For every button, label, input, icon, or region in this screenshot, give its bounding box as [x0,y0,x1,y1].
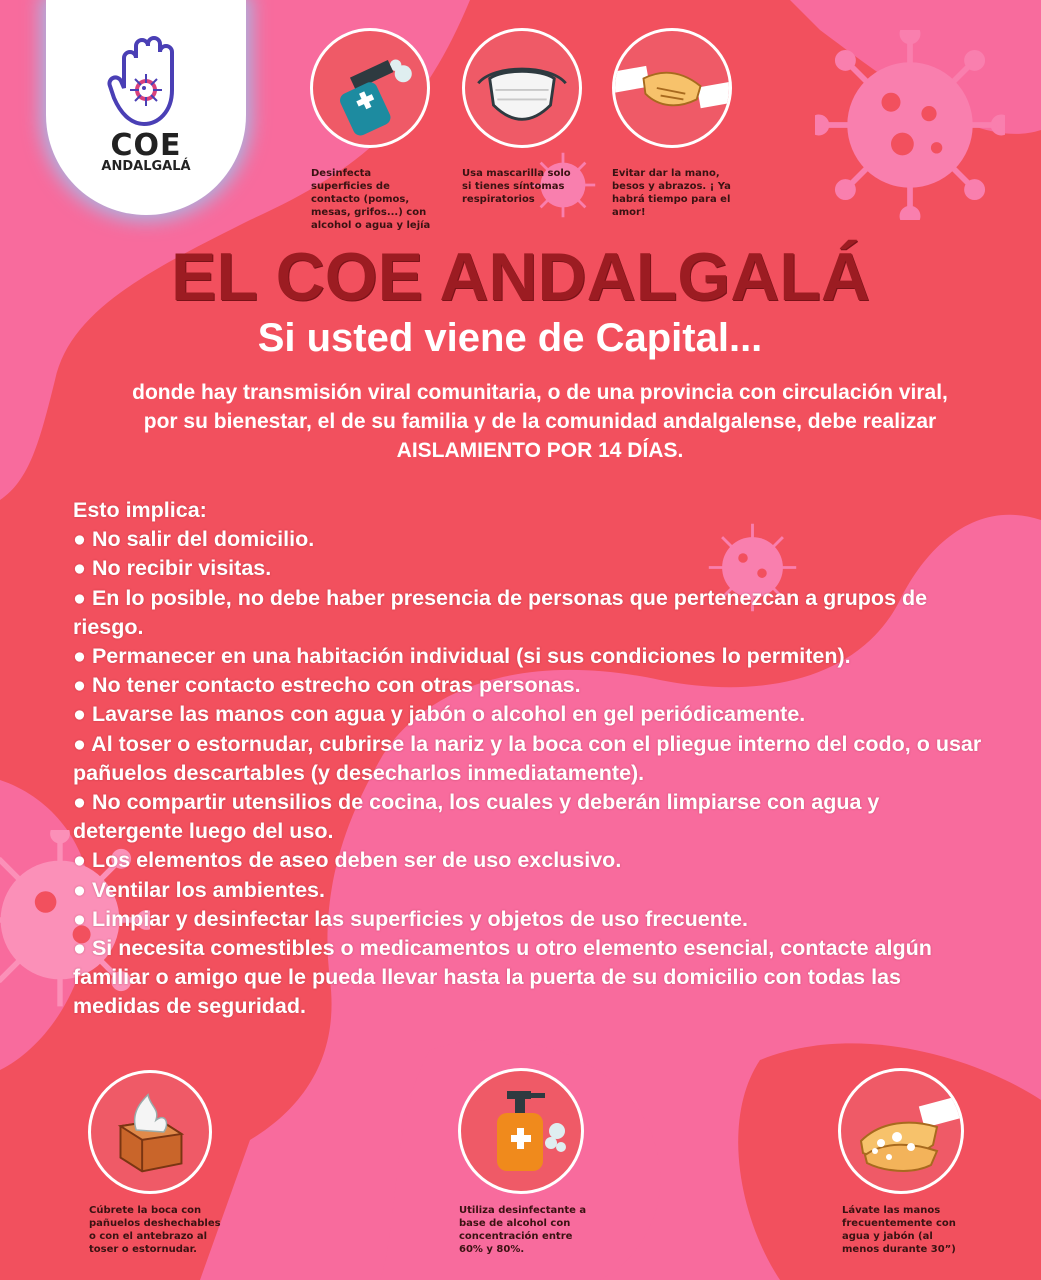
list-item: ● Limpiar y desinfectar las superficies y objetos de uso frecuente. [73,906,748,931]
list-item: ● No tener contacto estrecho con otras personas. [73,673,581,698]
face-mask-icon [462,28,582,148]
list-item: ● Lavarse las manos con agua y jabón o alcohol en gel periódicamente. [73,702,806,727]
list-item: ● Si necesita comestibles o medicamentos u otro elemento esencial, contacte algún [73,936,932,961]
tip-handshake-text: Evitar dar la mano, besos y abrazos. ¡ Ya habrá tiempo para el amor! [612,168,731,218]
coe-logo [46,0,246,215]
measures-list [73,496,993,1022]
list-item: ● Ventilar los ambientes. [73,877,325,902]
intro-line: AISLAMIENTO POR 14 DÍAS. [396,439,684,462]
sanitizer-bottle-icon [458,1068,584,1194]
tissue-box-icon [88,1070,212,1194]
logo-subname: ANDALGALÁ [101,159,191,174]
measures-heading: Esto implica: [73,498,207,522]
list-item: familiar o amigo que le pueda llevar hasta la puerta de su domicilio con todas las medidas de seguridad. [73,965,901,1019]
tip-mask-text: Usa mascarilla solo si tienes síntomas respiratorios [462,168,571,205]
list-item: ● No salir del domicilio. [73,527,315,552]
tip-disinfect-text: Desinfecta superficies de contacto (pomos, mesas, grifos...) con alcohol o agua y lejía [311,168,431,231]
list-item: ● Los elementos de aseo deben ser de uso exclusivo. [73,848,622,873]
tip-tissue-text: Cúbrete la boca con pañuelos deshechables o con el antebrazo al toser o estornudar. [89,1205,221,1255]
list-item: ● No recibir visitas. [73,556,272,581]
list-item: ● En lo posible, no debe haber presencia de personas que pertenezcan a grupos de riesgo. [73,585,928,639]
list-item: ● Al toser o estornudar, cubrirse la nariz y la boca con el pliegue interno del codo, o usar pañuelos descartables (y desecharlos inmediatamente). [73,731,982,785]
intro-paragraph [60,378,1020,465]
list-item: ● No compartir utensilios de cocina, los cuales y deberán limpiarse con agua y detergente luego del uso. [73,790,880,844]
tip-handwash-text: Lávate las manos frecuentemente con agua y jabón (al menos durante 30”) [842,1205,956,1255]
virus-icon [815,30,1005,220]
handshake-icon [612,28,732,148]
intro-line: por su bienestar, el de su familia y de la comunidad andalgalense, debe realizar [143,410,937,433]
hand-virus-icon [106,28,186,128]
page-title: EL COE ANDALGALÁ [171,239,870,315]
list-item: ● Permanecer en una habitación individual (si sus condiciones lo permiten). [73,644,851,669]
intro-line: donde hay transmisión viral comunitaria, o de una provincia con circulación viral, [132,381,948,404]
hand-washing-icon [838,1068,964,1194]
logo-name: COE [110,128,182,163]
tip-sanitizer-text: Utiliza desinfectante a base de alcohol con concentración entre 60% y 80%. [459,1205,587,1255]
page-subtitle: Si usted viene de Capital... [257,316,763,360]
sanitizer-spray-icon [310,28,430,148]
